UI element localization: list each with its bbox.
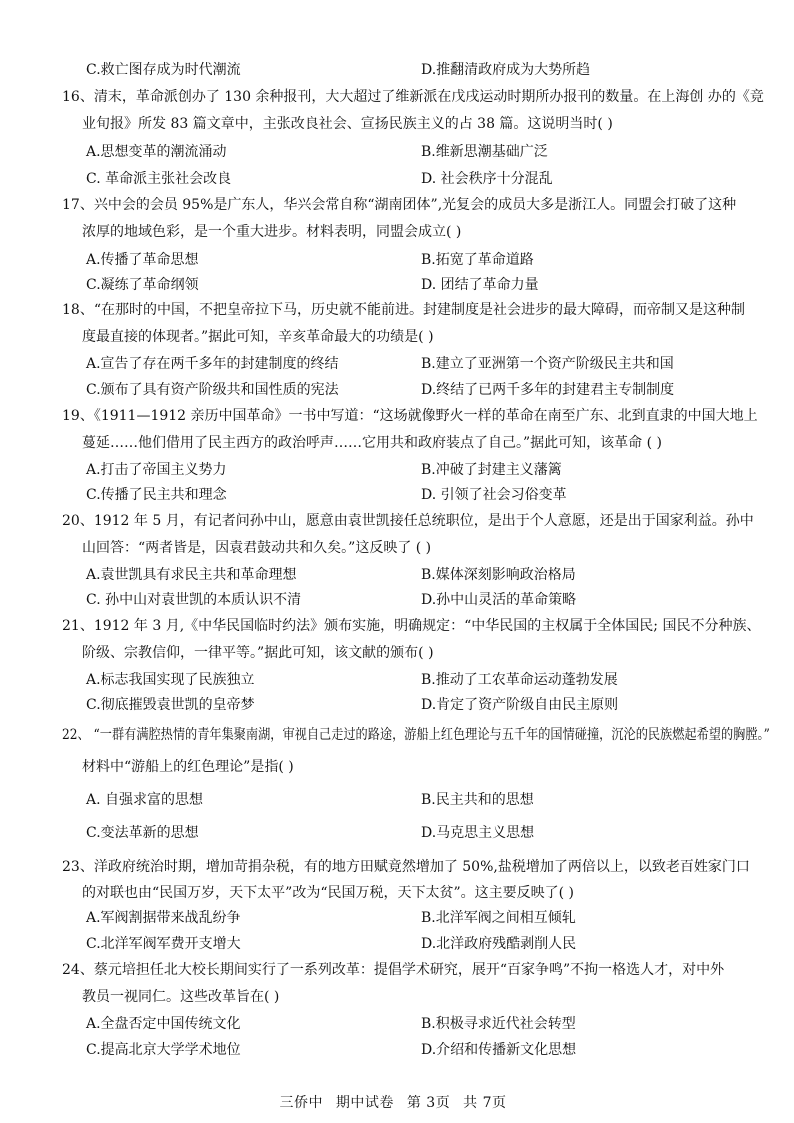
answer-option: A.思想变革的潮流涌动 <box>86 144 227 160</box>
footer-page: 第 3页 <box>406 1095 451 1111</box>
answer-option: C. 孙中山对袁世凯的本质认识不清 <box>86 592 302 608</box>
question-text-continued: 蔓延……他们借用了民主西方的政治呼声……它用共和政府装点了自己。”据此可知，该革命 ( ) <box>82 435 662 451</box>
answer-option: B.建立了亚洲第一个资产阶级民主共和国 <box>421 356 674 372</box>
answer-option: A.标志我国实现了民族独立 <box>86 672 255 688</box>
question-text-continued: 浓厚的地域色彩，是一个重大进步。材料表明，同盟会成立( ) <box>82 224 462 240</box>
answer-option: D.推翻清政府成为大势所趋 <box>421 62 591 78</box>
answer-option: A.宣告了存在两千多年的封建制度的终结 <box>86 356 339 372</box>
question-text-continued: 阶级、宗教信仰，一律平等。”据此可知，该文献的颁布( ) <box>82 645 434 661</box>
answer-option: D. 引领了社会习俗变革 <box>421 487 567 503</box>
question-text: 24、蔡元培担任北大校长期间实行了一系列改革：提倡学术研究，展开“百家争鸣”不拘一格选人才，对中外 <box>62 962 725 978</box>
answer-option: B.维新思潮基础广泛 <box>421 144 548 160</box>
question-text: 23、洋政府统治时期，增加苛捐杂税，有的地方田赋竟然增加了 50%,盐税增加了两倍以上，以致老百姓家门口 <box>62 859 750 875</box>
answer-option: B.北洋军阀之间相互倾轧 <box>421 910 576 926</box>
footer-exam: 期中试卷 <box>335 1095 394 1111</box>
answer-option: C.传播了民主共和理念 <box>86 487 227 503</box>
answer-option: B.推动了工农革命运动蓬勃发展 <box>421 672 618 688</box>
footer-total: 共 7页 <box>463 1095 507 1111</box>
answer-option: B.冲破了封建主义藩篱 <box>421 462 562 478</box>
question-text-continued: 山回答：“两者皆是，因袁君鼓动共和久矣。”这反映了 ( ) <box>82 540 432 556</box>
answer-option: D.终结了已两千多年的封建君主专制制度 <box>421 382 675 398</box>
question-text: 17、兴中会的会员 95%是广东人，华兴会常自称“湖南团体”,光复会的成员大多是浙江人。同盟会打破了这种 <box>62 197 737 213</box>
answer-option: B.积极寻求近代社会转型 <box>421 1016 576 1032</box>
answer-option: C. 革命派主张社会改良 <box>86 171 232 187</box>
answer-option: A. 自强求富的思想 <box>86 792 204 808</box>
answer-option: D. 团结了革命力量 <box>421 277 539 293</box>
question-text-continued: 材料中“游船上的红色理论”是指( ) <box>82 759 294 775</box>
answer-option: D.北洋政府残酷剥削人民 <box>421 936 577 952</box>
answer-option: A.袁世凯具有求民主共和革命理想 <box>86 567 297 583</box>
answer-option: A.军阀割据带来战乱纷争 <box>86 910 241 926</box>
question-text: 20、1912 年 5 月，有记者问孙中山，愿意由袁世凯接任总统职位，是出于个人意愿，还是出于国家利益。孙中 <box>62 513 754 529</box>
question-text: 16、清末，革命派创办了 130 余种报刊，大大超过了维新派在戊戌运动时期所办报刊的数量。在上海创 办的《竞 <box>62 89 764 105</box>
page-footer <box>0 1092 794 1112</box>
answer-option: C.变法革新的思想 <box>86 825 199 841</box>
answer-option: A.全盘否定中国传统文化 <box>86 1016 241 1032</box>
question-text: 18、“在那时的中国，不把皇帝拉下马，历史就不能前进。封建制度是社会进步的最大障碍，而帝制又是这种制 <box>62 302 745 318</box>
answer-option: B.民主共和的思想 <box>421 792 534 808</box>
answer-option: C.救亡图存成为时代潮流 <box>86 62 241 78</box>
answer-option: A.传播了革命思想 <box>86 252 199 268</box>
question-text: 19、《1911—1912 亲历中国革命》一书中写道：“这场就像野火一样的革命在南至广东、北到直隶的中国大地上 <box>62 408 758 424</box>
answer-option: A.打击了帝国主义势力 <box>86 462 227 478</box>
answer-option: C.彻底摧毁袁世凯的皇帝梦 <box>86 697 255 713</box>
answer-option: D. 社会秩序十分混乱 <box>421 171 553 187</box>
question-text: 22、 “一群有满腔热情的青年集聚南湖，审视自己走过的路途，游船上红色理论与五千年的国情碰撞，沉沦的民族燃起希望的胸膛。” <box>62 727 770 743</box>
answer-option: D.介绍和传播新文化思想 <box>421 1042 577 1058</box>
question-text-continued: 业旬报》所发 83 篇文章中，主张改良社会、宣扬民族主义的占 38 篇。这说明当时( ) <box>82 116 613 132</box>
answer-option: C.颁布了具有资产阶级共和国性质的宪法 <box>86 382 339 398</box>
answer-option: C.凝练了革命纲领 <box>86 277 199 293</box>
question-text-continued: 度最直接的体现者。”据此可知，辛亥革命最大的功绩是( ) <box>82 329 434 345</box>
answer-option: B.拓宽了革命道路 <box>421 252 534 268</box>
footer-school: 三侨中 <box>279 1095 323 1111</box>
answer-option: D.孙中山灵活的革命策略 <box>421 592 577 608</box>
question-text: 21、1912 年 3 月,《中华民国临时约法》颁布实施，明确规定：“中华民国的主权属于全体国民; 国民不分种族、 <box>62 618 761 634</box>
answer-option: C.北洋军阀军费开支增大 <box>86 936 241 952</box>
answer-option: D.马克思主义思想 <box>421 825 535 841</box>
answer-option: D.肯定了资产阶级自由民主原则 <box>421 697 619 713</box>
question-text-continued: 教员一视同仁。这些改革旨在( ) <box>82 989 280 1005</box>
answer-option: C.提高北京大学学术地位 <box>86 1042 241 1058</box>
answer-option: B.媒体深刻影响政治格局 <box>421 567 576 583</box>
question-text-continued: 的对联也由“民国万岁，天下太平”改为“民国万税，天下太贫”。这主要反映了( ) <box>82 885 575 901</box>
